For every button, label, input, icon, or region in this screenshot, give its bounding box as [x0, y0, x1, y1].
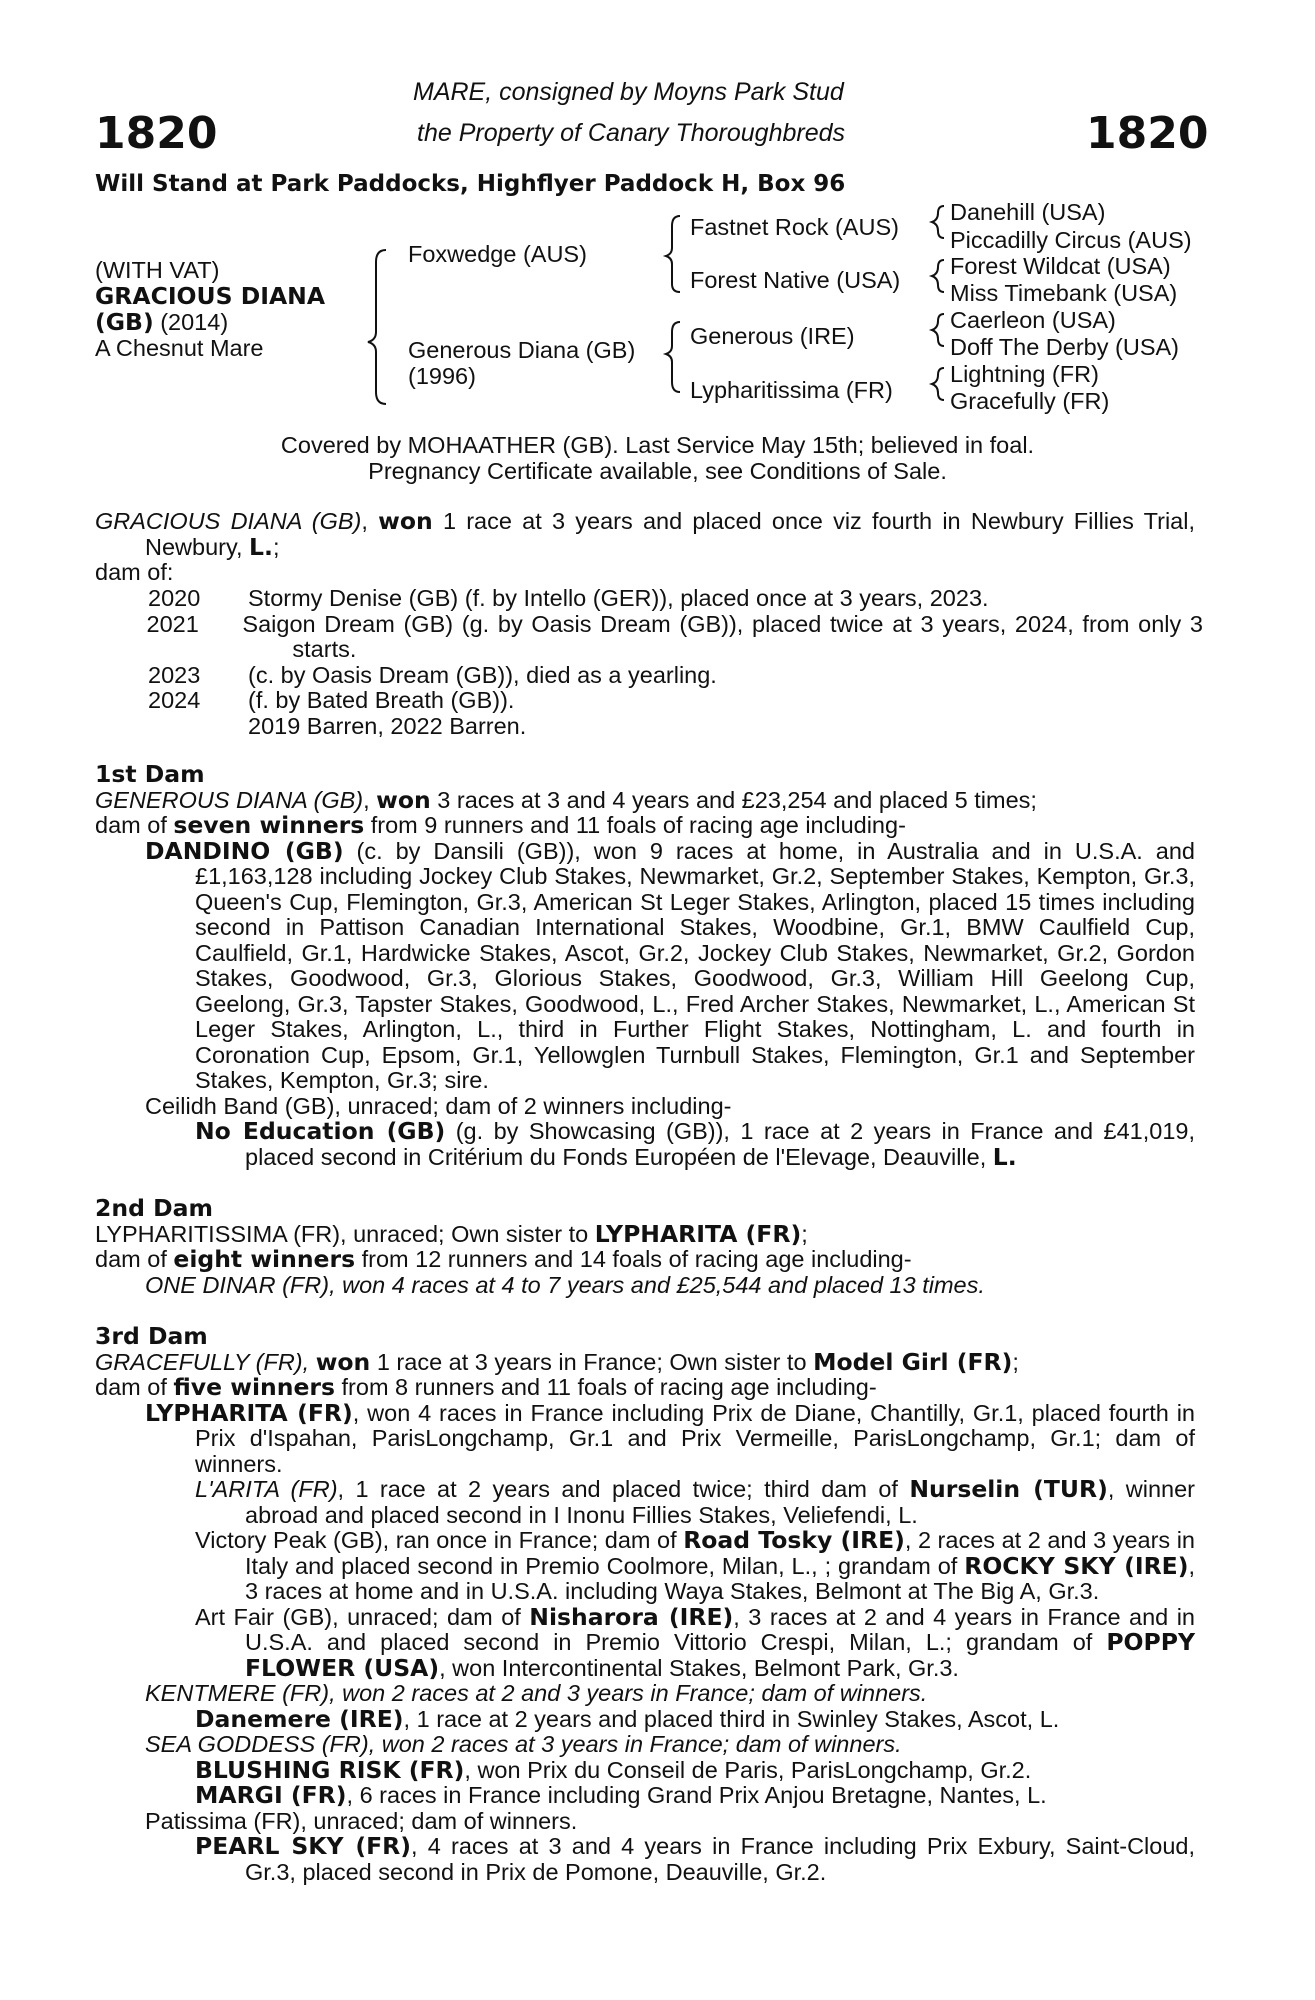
third-dam-heading: 3rd Dam: [95, 1322, 208, 1350]
produce-row: 2024 (f. by Bated Breath (GB)).: [148, 687, 515, 713]
dam-sire-dam: Doff The Derby (USA): [950, 334, 1179, 360]
consignor-line: MARE, consigned by Moyns Park Stud: [413, 78, 844, 106]
produce-intro: GRACIOUS DIANA (GB), won 1 race at 3 years and placed once viz fourth in Newbury Fillies Trial, Newbury, L.; dam of:: [95, 507, 1196, 585]
vat-label: (WITH VAT): [95, 257, 220, 283]
horse-name: GRACIOUS DIANA: [95, 282, 326, 310]
sire-dam-sire: Forest Wildcat (USA): [950, 253, 1171, 279]
third-dam-section: 3rd Dam GRACEFULLY (FR), won 1 race at 3 years in France; Own sister to Model Girl (FR); dam of five winners from 8 runners and 11 foals of racing age including- LYPHARITA (FR), won 4 races in France including Prix de Diane, Chantilly, Gr.1, placed fourth in Prix d'Ispahan, ParisLongchamp, Gr.1 and Prix Vermeille, ParisLongchamp, Gr.1; dam of winners. L'ARITA (FR), 1 race at 2 years and placed twice; third dam of Nurselin (TUR), winner abroad and placed second in I Inonu Fillies Stakes, Veliefendi, L. Victory Peak (GB), ran once in France; dam of Road Tosky (IRE), 2 races at 2 and 3 years in Italy and placed second in Premio Coolmore, Milan, L., ; grandam of ROCKY SKY (IRE), 3 races at home and in U.S.A. including Waya Stakes, Belmont at The Big A, Gr.3. Art Fair (GB), unraced; dam of Nisharora (IRE), 3 races at 2 and 4 years in France and in U.S.A. and placed second in Premio Vittorio Crespi, Milan, L.; grandam of POPPY FLOWER (USA), won Intercontinental Stakes, Belmont Park, Gr.3. KENTMERE (FR), won 2 races at 2 and 3 years in France; dam of winners. Danemere (IRE), 1 race at 2 years and placed third in Swinley Stakes, Ascot, L. SEA GODDESS (FR), won 2 races at 3 years in France; dam of winners. BLUSHING RISK (FR), won Prix du Conseil de Paris, ParisLongchamp, Gr.2. MARGI (FR), 6 races in France including Grand Prix Anjou Bretagne, Nantes, L. Patissima (FR), unraced; dam of winners. PEARL SKY (FR), 4 races at 3 and 4 years in France including Prix Exbury, Saint-Cloud, Gr.3, placed second in Prix de Pomone, Deauville, Gr.2.: [95, 1322, 1195, 1885]
lot-number-right: 1820: [1086, 108, 1209, 159]
first-dam-heading: 1st Dam: [95, 760, 205, 788]
lot-number-left: 1820: [95, 108, 218, 159]
property-line: the Property of Canary Thoroughbreds: [417, 119, 846, 147]
dam-sire: Generous (IRE): [690, 323, 855, 349]
produce-row: 2019 Barren, 2022 Barren.: [248, 712, 527, 739]
dam-dam: Lypharitissima (FR): [690, 377, 893, 403]
sire-sire-dam: Piccadilly Circus (AUS): [950, 227, 1192, 253]
sire-sire: Fastnet Rock (AUS): [690, 214, 899, 240]
second-dam-heading: 2nd Dam: [95, 1194, 213, 1222]
pregnancy-line: Pregnancy Certificate available, see Conditions of Sale.: [368, 458, 947, 484]
dam-year: (1996): [408, 363, 476, 389]
second-dam-section: 2nd Dam LYPHARITISSIMA (FR), unraced; Own sister to LYPHARITA (FR); dam of eight winners from 12 runners and 14 foals of racing age including- ONE DINAR (FR), won 4 races at 4 to 7 years and £25,544 and placed 13 times.: [95, 1196, 1195, 1298]
sire-dam: Forest Native (USA): [690, 267, 901, 293]
dam-dam-sire: Lightning (FR): [950, 361, 1099, 387]
dam-sire-sire: Caerleon (USA): [950, 307, 1116, 333]
dam-dam-dam: Gracefully (FR): [950, 388, 1110, 414]
produce-row: 2020 Stormy Denise (GB) (f. by Intello (GER)), placed once at 3 years, 2023.: [148, 585, 989, 611]
sire-sire-sire: Danehill (USA): [950, 199, 1106, 225]
covered-line: Covered by MOHAATHER (GB). Last Service May 15th; believed in foal.: [280, 432, 1035, 458]
horse-description: A Chesnut Mare: [95, 335, 264, 361]
produce-row: 2023 (c. by Oasis Dream (GB)), died as a yearling.: [148, 661, 717, 688]
horse-origin: (GB) (2014): [95, 308, 229, 336]
produce-list: [113, 586, 1203, 739]
first-dam-section: 1st Dam GENEROUS DIANA (GB), won 3 races at 3 and 4 years and £23,254 and placed 5 times; dam of seven winners from 9 runners and 11 foals of racing age including- DANDINO (GB) (c. by Dansili (GB)), won 9 races at home, in Australia and in U.S.A. and £1,163,128 including Jockey Club Stakes, Newmarket, Gr.2, September Stakes, Kempton, Gr.3, Queen's Cup, Flemington, Gr.3, American St Leger Stakes, Arlington, placed 15 times including second in Pattison Canadian International Stakes, Woodbine, Gr.1, BMW Caulfield Cup, Caulfield, Gr.1, Hardwicke Stakes, Ascot, Gr.2, Jockey Club Stakes, Newmarket, Gr.2, Gordon Stakes, Goodwood, Gr.3, Glorious Stakes, Goodwood, Gr.3, William Hill Geelong Cup, Geelong, Gr.3, Tapster Stakes, Goodwood, L., Fred Archer Stakes, Newmarket, L., American St Leger Stakes, Arlington, L., third in Further Flight Stakes, Nottingham, L. and fourth in Coronation Cup, Epsom, Gr.1, Yellowglen Turnbull Stakes, Flemington, Gr.1 and September Stakes, Kempton, Gr.3; sire. Ceilidh Band (GB), unraced; dam of 2 winners including- No Education (GB) (g. by Showcasing (GB)), 1 race at 2 years in France and £41,019, placed second in Critérium du Fonds Européen de l'Elevage, Deauville, L.: [95, 760, 1196, 1171]
sire-dam-dam: Miss Timebank (USA): [950, 280, 1178, 306]
sire: Foxwedge (AUS): [408, 241, 587, 267]
produce-row: 2021 Saigon Dream (GB) (g. by Oasis Dream (GB)), placed twice at 3 years, 2024, from only 3 starts.: [146, 610, 1203, 662]
stand-line: Will Stand at Park Paddocks, Highflyer Paddock H, Box 96: [95, 171, 846, 197]
dam: Generous Diana (GB): [408, 337, 636, 363]
